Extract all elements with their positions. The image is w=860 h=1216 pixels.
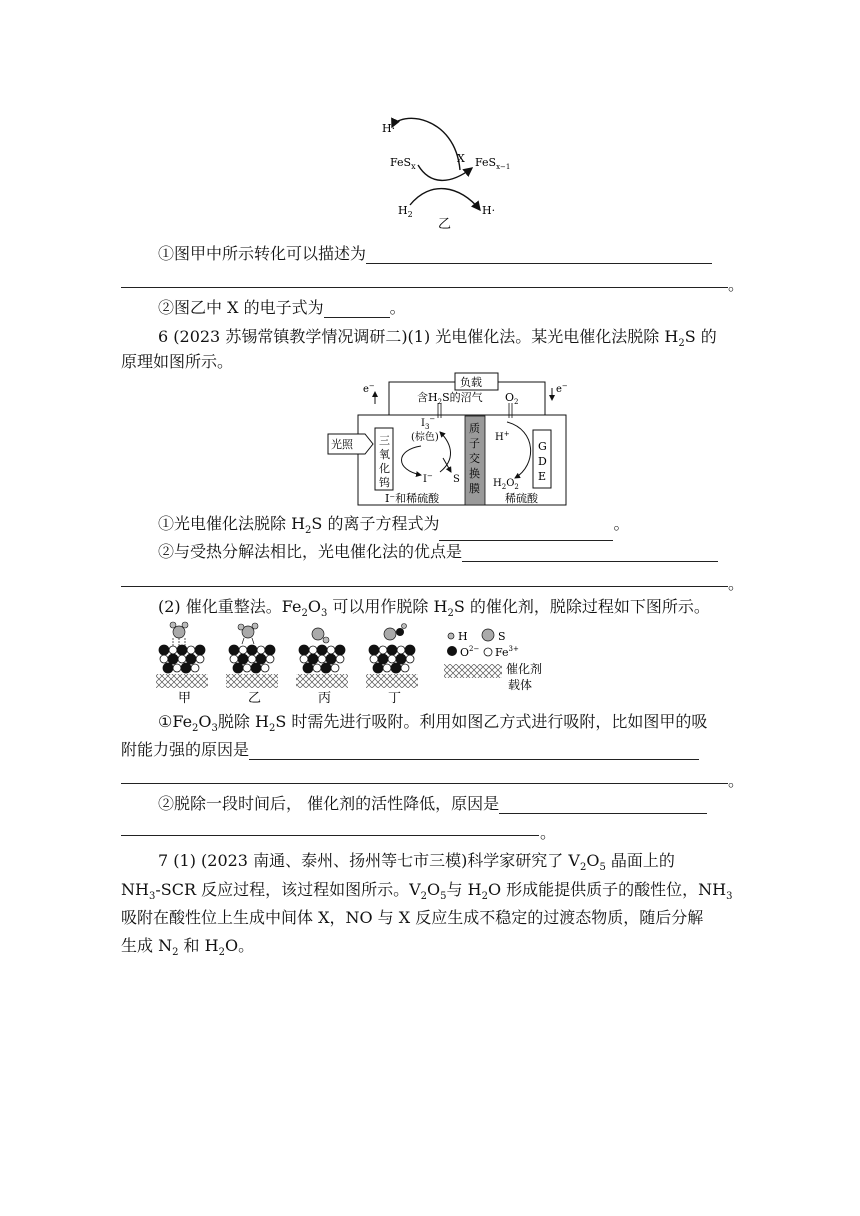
q6-p2-item2-blank[interactable] bbox=[499, 797, 707, 814]
i3-label: $I_3^-$ bbox=[421, 415, 436, 431]
s-atom bbox=[312, 628, 324, 640]
q7-line2: $NH_3$-SCR 反应过程，该过程如图所示。$V_2O_5$与 $H_2O$ 形成能提供质子的酸性位，$NH_3$ bbox=[121, 880, 733, 903]
legend-support-2: 载体 bbox=[508, 678, 533, 692]
brown-label: (棕色) bbox=[411, 432, 439, 443]
legend-o-atom bbox=[447, 646, 457, 656]
membrane-char: 交 bbox=[469, 452, 480, 465]
o2-ion bbox=[163, 663, 173, 673]
catalyst-support bbox=[156, 674, 208, 688]
photoelectro-diagram bbox=[325, 370, 575, 506]
o2-ion bbox=[229, 645, 239, 655]
fe3-ion bbox=[331, 664, 339, 672]
gde-label bbox=[538, 440, 547, 483]
q6-item2-blank[interactable] bbox=[462, 545, 718, 562]
q5-item1: ①图甲中所示转化可以描述为 bbox=[158, 244, 712, 264]
gde-char: E bbox=[538, 470, 547, 483]
membrane-label bbox=[469, 421, 480, 495]
legend-s: S bbox=[498, 630, 506, 643]
o2-ion bbox=[256, 654, 266, 664]
fe3-ion bbox=[230, 655, 238, 663]
o2-ion bbox=[181, 663, 191, 673]
fe3-ion bbox=[169, 646, 177, 654]
fe3-ion bbox=[261, 664, 269, 672]
o2-ion bbox=[396, 628, 404, 636]
fe3-ion bbox=[313, 664, 321, 672]
fe3-ion bbox=[187, 646, 195, 654]
legend-fe: $Fe^{3+}$ bbox=[495, 645, 519, 659]
catalyst-caption: 乙 bbox=[248, 691, 262, 706]
fe3-ion bbox=[173, 664, 181, 672]
fe3-ion bbox=[370, 655, 378, 663]
o2-ion bbox=[317, 645, 327, 655]
q5-item2: ②图乙中 X 的电子式为 。 bbox=[158, 298, 406, 317]
h-atom bbox=[238, 624, 244, 630]
wo3-char: 化 bbox=[379, 462, 390, 475]
fe3-ion bbox=[243, 664, 251, 672]
o2-ion bbox=[168, 654, 178, 664]
fe3-ion bbox=[196, 655, 204, 663]
fe3-ion bbox=[266, 655, 274, 663]
catalyst-support bbox=[296, 674, 348, 688]
gas-label: 含$H_2S$的沼气 bbox=[417, 391, 483, 406]
legend-s-atom bbox=[482, 629, 494, 641]
catalyst-caption: 甲 bbox=[178, 691, 192, 706]
q5-item1-blank[interactable] bbox=[366, 247, 712, 264]
o2-ion bbox=[247, 645, 257, 655]
fe3-ion bbox=[327, 646, 335, 654]
q5-item1-end: 。 bbox=[728, 275, 745, 294]
o2-ion bbox=[251, 663, 261, 673]
q6-header: 6 (2023 苏锡常镇教学情况调研二)(1) 光电催化法。某光电催化法脱除 $H_2S$ 的 bbox=[158, 327, 717, 350]
q6-header-line2: 原理如图所示。 bbox=[121, 352, 234, 371]
q6-item1-blank[interactable] bbox=[439, 524, 613, 541]
fe3-ion bbox=[379, 646, 387, 654]
o2-ion bbox=[369, 645, 379, 655]
q6-item2-blank-line2[interactable] bbox=[121, 586, 728, 587]
figure-yi-cycle bbox=[370, 110, 520, 235]
wo3-char: 钨 bbox=[379, 476, 390, 489]
fe3-ion bbox=[383, 664, 391, 672]
h-atom bbox=[252, 623, 258, 629]
q7-line3: 吸附在酸性位上生成中间体 X，NO 与 X 反应生成不稳定的过渡态物质，随后分解 bbox=[121, 908, 704, 927]
catalyst-support bbox=[366, 674, 418, 688]
gde-char: D bbox=[538, 455, 547, 468]
catalyst-caption: 丙 bbox=[318, 691, 332, 706]
o2-ion bbox=[373, 663, 383, 673]
fe3-ion bbox=[388, 655, 396, 663]
legend-h-atom bbox=[448, 633, 454, 639]
fesx1-label: FeS$_{x-1}$ bbox=[475, 156, 511, 171]
h-radical-bottom: H· bbox=[482, 204, 496, 217]
s-atom bbox=[384, 628, 396, 640]
bond bbox=[242, 638, 244, 644]
fe3-ion bbox=[309, 646, 317, 654]
q6-p2-item2: ②脱除一段时间后， 催化剂的活性降低，原因是 bbox=[158, 794, 707, 814]
fe3-ion bbox=[239, 646, 247, 654]
o2-ion bbox=[326, 654, 336, 664]
load-label: 负载 bbox=[460, 376, 482, 389]
q6-p2-item1-blank[interactable] bbox=[249, 743, 699, 760]
fe3-ion bbox=[406, 655, 414, 663]
wo3-char: 三 bbox=[379, 434, 390, 447]
wo3-label bbox=[379, 434, 390, 489]
o2-ion bbox=[391, 663, 401, 673]
q7-line1: 7 (1) (2023 南通、泰州、扬州等七市三模)科学家研究了 $V_2O_5$ 晶面上的 bbox=[158, 851, 675, 874]
membrane-char: 子 bbox=[469, 437, 480, 450]
h2o2-label: $H_2O_2$ bbox=[493, 478, 519, 491]
fe3-ion bbox=[401, 664, 409, 672]
q6-item2-end: 。 bbox=[728, 574, 745, 593]
o2-ion bbox=[335, 645, 345, 655]
bond bbox=[252, 638, 254, 644]
h-atom bbox=[170, 622, 176, 628]
left-solution-label: I⁻和稀硫酸 bbox=[385, 492, 440, 505]
fe3-ion bbox=[178, 655, 186, 663]
o2-ion bbox=[405, 645, 415, 655]
fe3-ion bbox=[300, 655, 308, 663]
electron-left: e− bbox=[363, 382, 375, 395]
q6-item1: ①光电催化法脱除 $H_2S$ 的离子方程式为 。 bbox=[158, 514, 630, 541]
q7-line4: 生成 $N_2$ 和 $H_2O$。 bbox=[121, 936, 255, 959]
membrane-char: 换 bbox=[469, 467, 480, 480]
o2-label: $O_2$ bbox=[505, 391, 519, 406]
q6-p2-item1-line2: 附能力强的原因是 bbox=[121, 740, 699, 760]
h-radical-top: H· bbox=[382, 122, 396, 135]
fe3-ion bbox=[160, 655, 168, 663]
o2-ion bbox=[321, 663, 331, 673]
o2-ion bbox=[387, 645, 397, 655]
fe3-ion bbox=[191, 664, 199, 672]
legend-support bbox=[444, 664, 502, 678]
i-minus-label: I− bbox=[423, 472, 433, 485]
catalyst-adsorption-diagram bbox=[150, 616, 560, 706]
fe3-ion bbox=[397, 646, 405, 654]
catalyst-caption: 丁 bbox=[388, 691, 402, 706]
o2-ion bbox=[177, 645, 187, 655]
s-label: S bbox=[453, 474, 460, 485]
q5-item1-blank-line2[interactable] bbox=[121, 287, 728, 288]
legend-fe-atom bbox=[484, 648, 492, 656]
legend-support-1: 催化剂 bbox=[506, 662, 543, 676]
fesx-label: FeS$_x$ bbox=[390, 156, 416, 171]
o2-ion bbox=[396, 654, 406, 664]
o2-ion bbox=[186, 654, 196, 664]
o2-ion bbox=[303, 663, 313, 673]
q6-p2-item1-end: 。 bbox=[728, 771, 745, 790]
o2-ion bbox=[233, 663, 243, 673]
o2-ion bbox=[195, 645, 205, 655]
catalyst-support bbox=[226, 674, 278, 688]
figure-yi-caption: 乙 bbox=[438, 217, 452, 232]
electron-right: e− bbox=[556, 382, 568, 395]
gde-char: G bbox=[538, 440, 547, 453]
membrane-char: 膜 bbox=[469, 482, 480, 495]
h-atom bbox=[323, 637, 329, 643]
light-label: 光照 bbox=[331, 438, 353, 451]
h2-label: $H_2$ bbox=[398, 204, 413, 219]
q6-p2-item1: $①Fe_2O_3$脱除 $H_2S$ 时需先进行吸附。利用如图乙方式进行吸附，比如图甲的吸 bbox=[158, 712, 708, 735]
s-atom bbox=[173, 626, 185, 638]
q5-item2-blank[interactable] bbox=[324, 301, 390, 318]
wo3-char: 氧 bbox=[379, 448, 390, 461]
h-plus-label: H+ bbox=[495, 430, 510, 443]
legend-o: $O^{2-}$ bbox=[460, 645, 480, 659]
right-solution-label: 稀硫酸 bbox=[505, 492, 538, 505]
q6-item2: ②与受热分解法相比，光电催化法的优点是 bbox=[158, 542, 718, 562]
o2-ion bbox=[378, 654, 388, 664]
o2-ion bbox=[299, 645, 309, 655]
h-atom bbox=[182, 622, 188, 628]
fe3-ion bbox=[318, 655, 326, 663]
h-atom bbox=[402, 624, 407, 629]
legend-h: H bbox=[458, 630, 468, 643]
membrane-char: 质 bbox=[469, 422, 480, 435]
fe3-ion bbox=[257, 646, 265, 654]
q6-part2: (2) 催化重整法。$Fe_2O_3$ 可以用作脱除 $H_2S$ 的催化剂，脱除过程如下图所示。 bbox=[158, 597, 710, 620]
o2-ion bbox=[159, 645, 169, 655]
q6-p2-item2-blank-line2[interactable] bbox=[121, 835, 539, 836]
o2-ion bbox=[238, 654, 248, 664]
q6-p2-item1-blank-line2[interactable] bbox=[121, 783, 728, 784]
o2-ion bbox=[265, 645, 275, 655]
q6-p2-item2-end: 。 bbox=[540, 823, 557, 842]
o2-ion bbox=[308, 654, 318, 664]
fe3-ion bbox=[336, 655, 344, 663]
fe3-ion bbox=[248, 655, 256, 663]
x-label: X bbox=[457, 152, 465, 165]
